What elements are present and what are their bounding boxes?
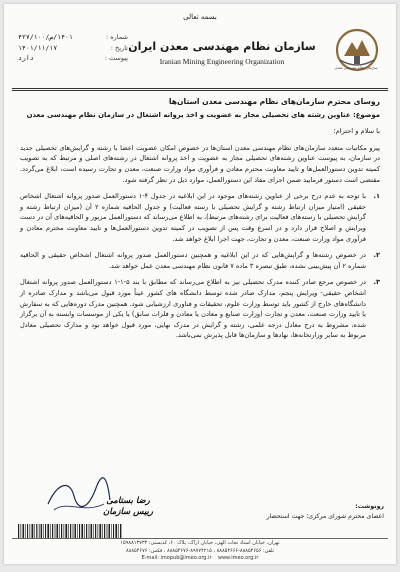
meta-label: پیوست :: [104, 54, 128, 62]
footer-contact: تلفن: ۸۸۸۵۴۶۵۶-۸۸۸۵۴۶۶۶ ، ۸۹۷۷۴۲۱۵-۸۸۸۵۴۶۷۶ ، فکس: ۸۸۸۵۴۶۷۶: [125, 547, 275, 554]
signatory-position: رییس سازمان: [102, 507, 154, 517]
footer: [14, 540, 386, 563]
meta-row-date: [18, 43, 128, 54]
meta-row-attachment: [18, 53, 128, 64]
item-number: ۲.: [373, 251, 380, 260]
cc-title: رونوشت:: [355, 503, 384, 510]
org-name-fa: سازمان نظام مهندسی معدن ایران: [128, 40, 316, 53]
signature-block: [88, 496, 168, 518]
letter-body: [20, 97, 380, 347]
list-item: [20, 250, 380, 271]
item-number: ۳.: [373, 278, 380, 287]
basmala: بسمه تعالی: [183, 13, 217, 21]
signatory-name: رضا بستامی: [106, 496, 150, 506]
footer-email: E-mail: imopub@imeo.org.ir: [141, 555, 212, 561]
item-number: ۱.: [373, 192, 380, 201]
meta-row-number: [18, 32, 128, 43]
footer-web: [14, 555, 386, 563]
barcode-icon: [18, 524, 123, 538]
footer-website: www.imeo.org.ir: [217, 555, 259, 561]
item-text: در خصوص رشته‌ها و گرایش‌هایی که در این ابلاغیه و همچنین دستورالعمل صدور پروانه اشتغال اشخاص حقیقی و الحاقیه شماره ۲ آن پیش‌بینی نشده، طبق تبصره ۳ ماده ۷ قانون نظام مهندسی معدن عمل خواهد شد.: [20, 251, 366, 270]
footer-address: تهران، خیابان استاد نجات الهی، خیابان اراک، پلاک ۶۰، کدپستی: ۱۵۹۸۸۱۳۷۳۳: [120, 540, 280, 546]
greeting: با سلام و احترام؛: [333, 127, 380, 136]
letter-page: [4, 4, 396, 564]
carbon-copy: [144, 502, 384, 522]
subject: موضوع: عناوین رشته های تحصیلی مجاز به عضویت و اخذ پروانه اشتغال در سازمان نظام مهندسی معدن: [26, 110, 380, 119]
meta-label: شماره :: [106, 33, 128, 41]
recipient: روسای محترم سازمان‌های نظام مهندسی معدن استان‌ها: [168, 97, 380, 106]
meta-value: دارد: [18, 54, 34, 62]
cc-line: اعضای محترم شورای مرکزی؛ جهت استحضار: [266, 513, 384, 520]
logo-caption: سازمان نظام مهندسی معدن: [334, 66, 378, 70]
header-divider: [12, 88, 388, 89]
header-divider-thin: [12, 90, 388, 91]
org-name-en: Iranian Mining Engineering Organization: [159, 57, 285, 66]
meta-value: ۱۴۰۱/۱۱/۱۷: [18, 43, 58, 52]
meta-label: تاریخ :: [110, 43, 128, 52]
list-item: [20, 191, 380, 244]
list-item: [20, 277, 380, 341]
item-text: در خصوص مرجع صادر کننده مدرک تحصیلی نیز به اطلاع می‌رساند که مطابق با بند ۵-۱-۱ دستورالعمل صدور پروانه اشتغال اشخاص حقیقی- ویرایش پنجم، مدارک صادر شده توسط دانشگاه های کشور عیناً مورد قبول می‌باشد و مدارک صادره از دانشگاه‌های خارج از کشور باید توسط وزارت علوم، تحقیقات و فناوری ارزشیابی شود. همچنین مدرک دوره‌هایی که به سفارش یا تایید وزارت صنعت، معدن و تجارت (وزارت صنایع و معادن یا معادن و فلزات سابق) یا یکی از موسسات وابسته به آن برگزار شده، مشروط به درج معادل درجه علمی، رشته و گرایش در مدرک نهایی، مورد قبول خواهد بود و مدارک تحصیلی معادل مربوط به سایر وزارتخانه‌ها، نهادها و سازمان‌ها قابل پذیرش نمی‌باشد.: [20, 278, 366, 340]
item-text: با توجه به عدم درج برخی از عناوین رشته‌های موجود در این ابلاغیه در جدول ۴-۱ دستورالعمل صدور پروانه اشتغال اشخاص حقیقی (امتیاز میزان ارتباط رشته و گرایش تحصیلی با رسته فعالیت) و جدول الحاقیه شماره ۲ آن (میزان ارتباط رشته و گرایش تحصیلی با رسته‌های فعالیت برای رشته‌های مرتبط)، به اطلاع می‌رساند که دستورالعمل مزبور و الحاقیه‌های آن در دست ویرایش و اصلاح قرار دارد و در اسرع وقت پس از تصویب در کمیته تدوین دستورالعمل‌ها و تایید معاونت محترم معادن و فرآوری مواد وزارت صنعت، معدن و تجارت، جهت اجرا ابلاغ خواهد شد.: [20, 192, 366, 243]
intro-paragraph: پیرو مکاتبات متعدد سازمان‌های نظام مهندسی معدن استان‌ها در خصوص امکان عضویت اعضا با رشته و گرایش‌های تحصیلی جدید در سازمان، به پیوست عناوین رشته‌های تحصیلی مجاز به عضویت و اخذ پروانه اشتغال در رشته‌های اصلی و مرتبط که به تصویب کمیته تدوین دستورالعمل‌ها و تایید معاونت محترم معادن و فرآوری مواد وزارت صنعت، معدن و تجارت رسیده است، ابلاغ می‌گردد. مقتضی است دستور فرمایید ضمن اجرای مفاد این دستورالعمل، موارد ذیل در نظر گرفته شود.: [20, 143, 380, 184]
meta-value: ۱۴۰۱/ص/۴۲۷/۱۰۰: [18, 33, 73, 41]
letter-meta: [18, 32, 128, 64]
footer-divider: [12, 538, 388, 539]
